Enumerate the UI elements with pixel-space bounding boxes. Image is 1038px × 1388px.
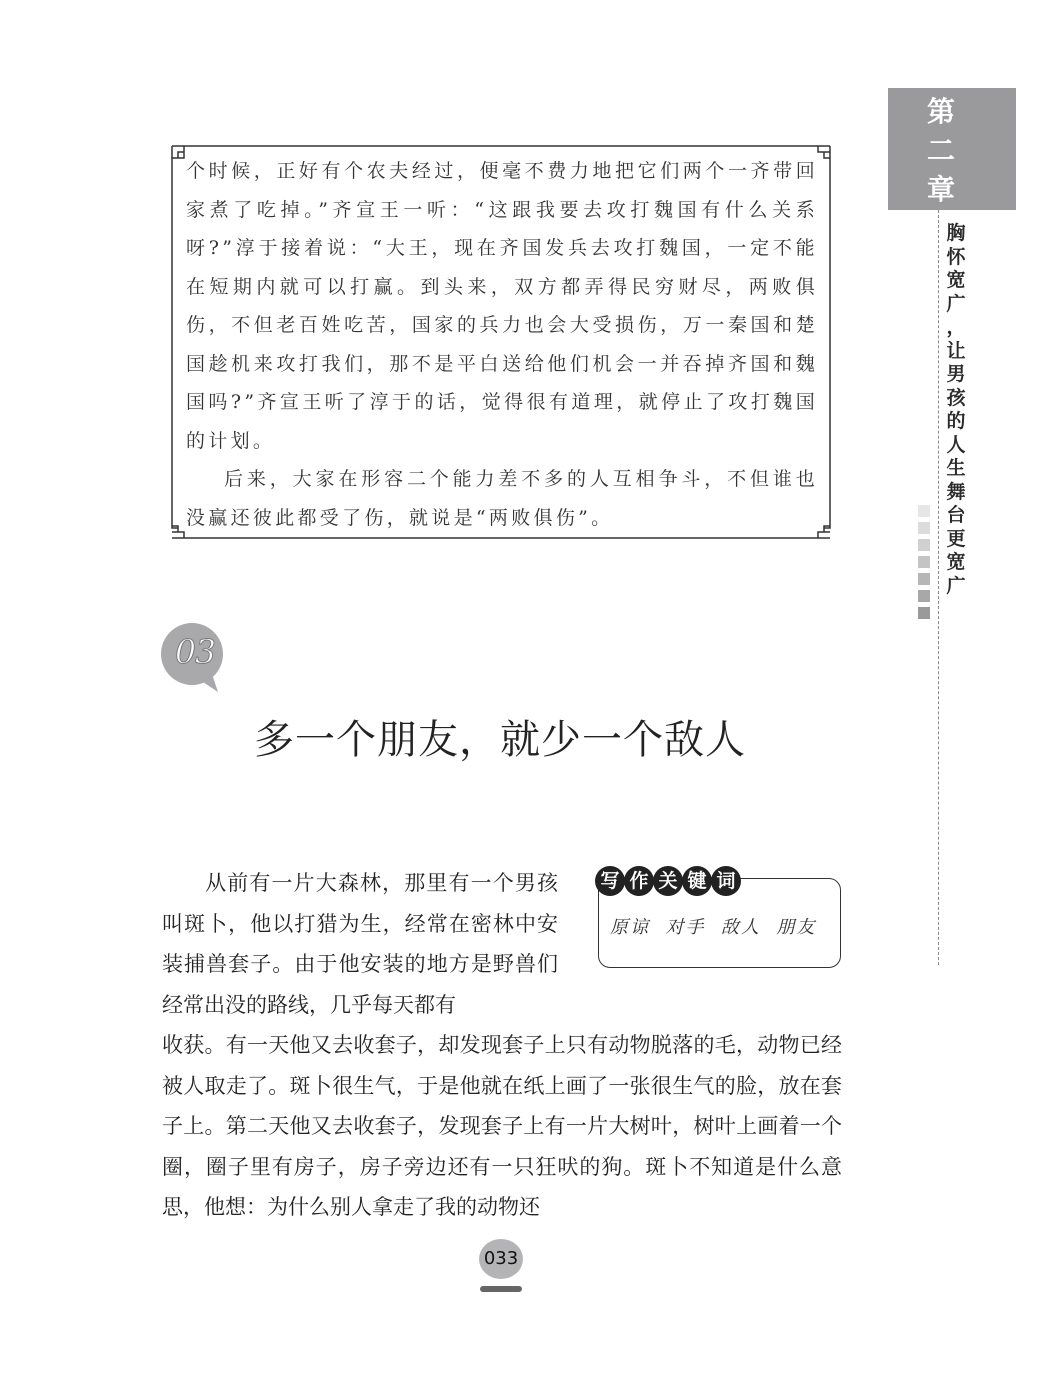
decorative-square xyxy=(918,505,930,517)
decorative-square xyxy=(918,522,930,534)
subtitle-char: ， xyxy=(946,316,966,338)
keyword-badge: 作 xyxy=(624,866,654,896)
subtitle-char: 更 xyxy=(946,527,966,550)
subtitle-char: 让 xyxy=(946,339,966,362)
story-paragraph: 个时候，正好有个农夫经过，便毫不费力地把它们两个一齐带回家煮了吃掉。”齐宣王一听：“这跟我要去攻打魏国有什么关系呀?”淳于接着说：“大王，现在齐国发兵去攻打魏国，一定不能在短期内就可以打赢。到头来，双方都弄得民穷财尽，两败俱伤，不但老百姓吃苦，国家的兵力也会大受损伤，万一秦国和楚国趁机来攻打我们，那不是平白送给他们机会一并吞掉齐国和魏国吗?”齐宣王听了淳于的话，觉得很有道理，就停止了攻打魏国的计划。 xyxy=(186,160,818,452)
section-title: 多一个朋友，就少一个敌人 xyxy=(254,717,746,763)
subtitle-char: 男 xyxy=(946,363,966,385)
chapter-subtitle xyxy=(944,222,968,598)
section-number: 03 xyxy=(175,632,215,671)
keyword-badge: 写 xyxy=(595,866,625,896)
body-paragraph-start xyxy=(162,863,558,1025)
subtitle-char: 怀 xyxy=(946,245,966,268)
decorative-square xyxy=(918,539,930,551)
subtitle-char: 孩 xyxy=(946,386,966,409)
chapter-label xyxy=(926,92,956,209)
decorative-square xyxy=(918,607,930,619)
subtitle-char: 台 xyxy=(946,504,966,526)
keyword-badge: 词 xyxy=(711,866,741,896)
decorative-squares xyxy=(918,505,930,624)
body-text: 从前有一片大森林，那里有一个男孩叫斑卜，他以打猎为生，经常在密林中安装捕兽套子。由于他安装的地方是野兽们经常出没的路线，几乎每天都有 xyxy=(162,871,558,1017)
keywords-heading xyxy=(595,866,740,896)
subtitle-char: 广 xyxy=(946,574,966,597)
subtitle-char: 舞 xyxy=(946,480,966,503)
decorative-square xyxy=(918,573,930,585)
subtitle-char: 宽 xyxy=(946,551,966,573)
keyword-badge: 关 xyxy=(653,866,683,896)
subtitle-char: 生 xyxy=(946,457,966,479)
page-number-underline xyxy=(480,1286,522,1292)
keywords-list: 原谅 对手 敌人 朋友 xyxy=(610,917,817,938)
decorative-square xyxy=(918,556,930,568)
sidebar-dashed-line xyxy=(938,210,939,965)
subtitle-char: 宽 xyxy=(946,269,966,291)
decorative-square xyxy=(918,590,930,602)
story-text xyxy=(186,152,818,537)
subtitle-char: 广 xyxy=(946,292,966,315)
keyword-badge: 键 xyxy=(682,866,712,896)
chapter-char: 章 xyxy=(926,173,955,206)
story-paragraph: 后来，大家在形容二个能力差不多的人互相争斗，不但谁也没赢还彼此都受了伤，就说是“两败俱伤”。 xyxy=(186,468,818,529)
subtitle-char: 的 xyxy=(946,410,966,432)
chapter-char: 第 xyxy=(926,95,955,128)
subtitle-char: 人 xyxy=(946,433,966,456)
body-paragraph-cont: 收获。有一天他又去收套子，却发现套子上只有动物脱落的毛，动物已经被人取走了。斑卜很生气，于是他就在纸上画了一张很生气的脸，放在套子上。第二天他又去收套子，发现套子上有一片大树叶，树叶上画着一个圈，圈子里有房子，房子旁边还有一只狂吠的狗。斑卜不知道是什么意思，他想：为什么别人拿走了我的动物还 xyxy=(162,1033,842,1219)
page-number: 033 xyxy=(479,1239,523,1279)
chapter-char: 二 xyxy=(926,134,955,167)
subtitle-char: 胸 xyxy=(946,222,966,244)
